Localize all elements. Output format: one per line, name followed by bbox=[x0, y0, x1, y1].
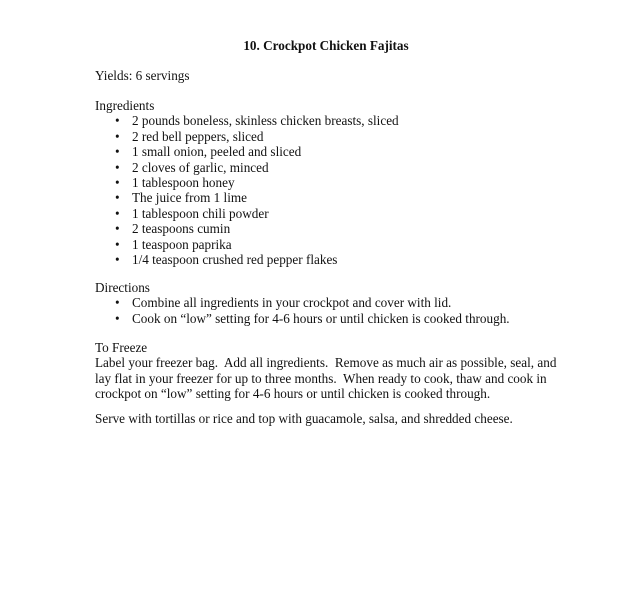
recipe-yields: Yields: 6 servings bbox=[95, 68, 190, 83]
ingredient-item bbox=[95, 175, 399, 190]
ingredient-text: 1 teaspoon paprika bbox=[132, 236, 232, 252]
ingredient-item bbox=[95, 237, 399, 252]
directions-heading: Directions bbox=[95, 280, 150, 295]
freeze-line: Label your freezer bag. Add all ingredients. Remove as much air as possible, seal, and bbox=[95, 355, 557, 371]
serving-note: Serve with tortillas or rice and top with guacamole, salsa, and shredded cheese. bbox=[95, 411, 513, 426]
ingredient-item bbox=[95, 206, 399, 221]
bullet-icon: • bbox=[115, 159, 120, 175]
directions-list bbox=[95, 295, 510, 326]
ingredient-text: 2 teaspoons cumin bbox=[132, 221, 231, 237]
directions-section bbox=[95, 280, 510, 326]
ingredient-item bbox=[95, 252, 399, 267]
bullet-icon: • bbox=[115, 205, 120, 221]
bullet-icon: • bbox=[115, 190, 120, 206]
ingredient-text: 2 cloves of garlic, minced bbox=[132, 159, 269, 175]
bullet-icon: • bbox=[115, 144, 120, 160]
ingredient-text: 1 tablespoon chili powder bbox=[132, 205, 269, 221]
bullet-icon: • bbox=[115, 175, 120, 191]
freeze-line: lay flat in your freezer for up to three months. When ready to cook, thaw and cook in bbox=[95, 370, 547, 386]
ingredient-text: 1 small onion, peeled and sliced bbox=[132, 144, 302, 160]
bullet-icon: • bbox=[115, 295, 120, 311]
direction-text: Cook on “low” setting for 4-6 hours or until chicken is cooked through. bbox=[132, 310, 510, 326]
bullet-icon: • bbox=[115, 236, 120, 252]
bullet-icon: • bbox=[115, 310, 120, 326]
ingredient-text: 2 red bell peppers, sliced bbox=[132, 128, 264, 144]
ingredient-item bbox=[95, 190, 399, 205]
freeze-section bbox=[95, 340, 555, 402]
ingredients-list bbox=[95, 113, 399, 267]
bullet-icon: • bbox=[115, 221, 120, 237]
ingredient-item bbox=[95, 113, 399, 128]
ingredient-item bbox=[95, 160, 399, 175]
ingredient-item bbox=[95, 129, 399, 144]
ingredient-text: The juice from 1 lime bbox=[132, 190, 247, 206]
bullet-icon: • bbox=[115, 128, 120, 144]
bullet-icon: • bbox=[115, 252, 120, 268]
freeze-line: crockpot on “low” setting for 4-6 hours or until chicken is cooked through. bbox=[95, 386, 491, 402]
recipe-title: 10. Crockpot Chicken Fajitas bbox=[243, 38, 409, 53]
ingredients-heading: Ingredients bbox=[95, 98, 155, 113]
freeze-heading: To Freeze bbox=[95, 340, 148, 355]
direction-text: Combine all ingredients in your crockpot and cover with lid. bbox=[132, 295, 452, 311]
ingredient-text: 1 tablespoon honey bbox=[132, 175, 235, 191]
ingredient-text: 1/4 teaspoon crushed red pepper flakes bbox=[132, 252, 338, 268]
ingredient-text: 2 pounds boneless, skinless chicken breasts, sliced bbox=[132, 113, 399, 129]
ingredient-item bbox=[95, 144, 399, 159]
direction-item bbox=[95, 311, 510, 326]
ingredient-item bbox=[95, 221, 399, 236]
direction-item bbox=[95, 295, 510, 310]
ingredients-section bbox=[95, 98, 399, 267]
bullet-icon: • bbox=[115, 113, 120, 129]
